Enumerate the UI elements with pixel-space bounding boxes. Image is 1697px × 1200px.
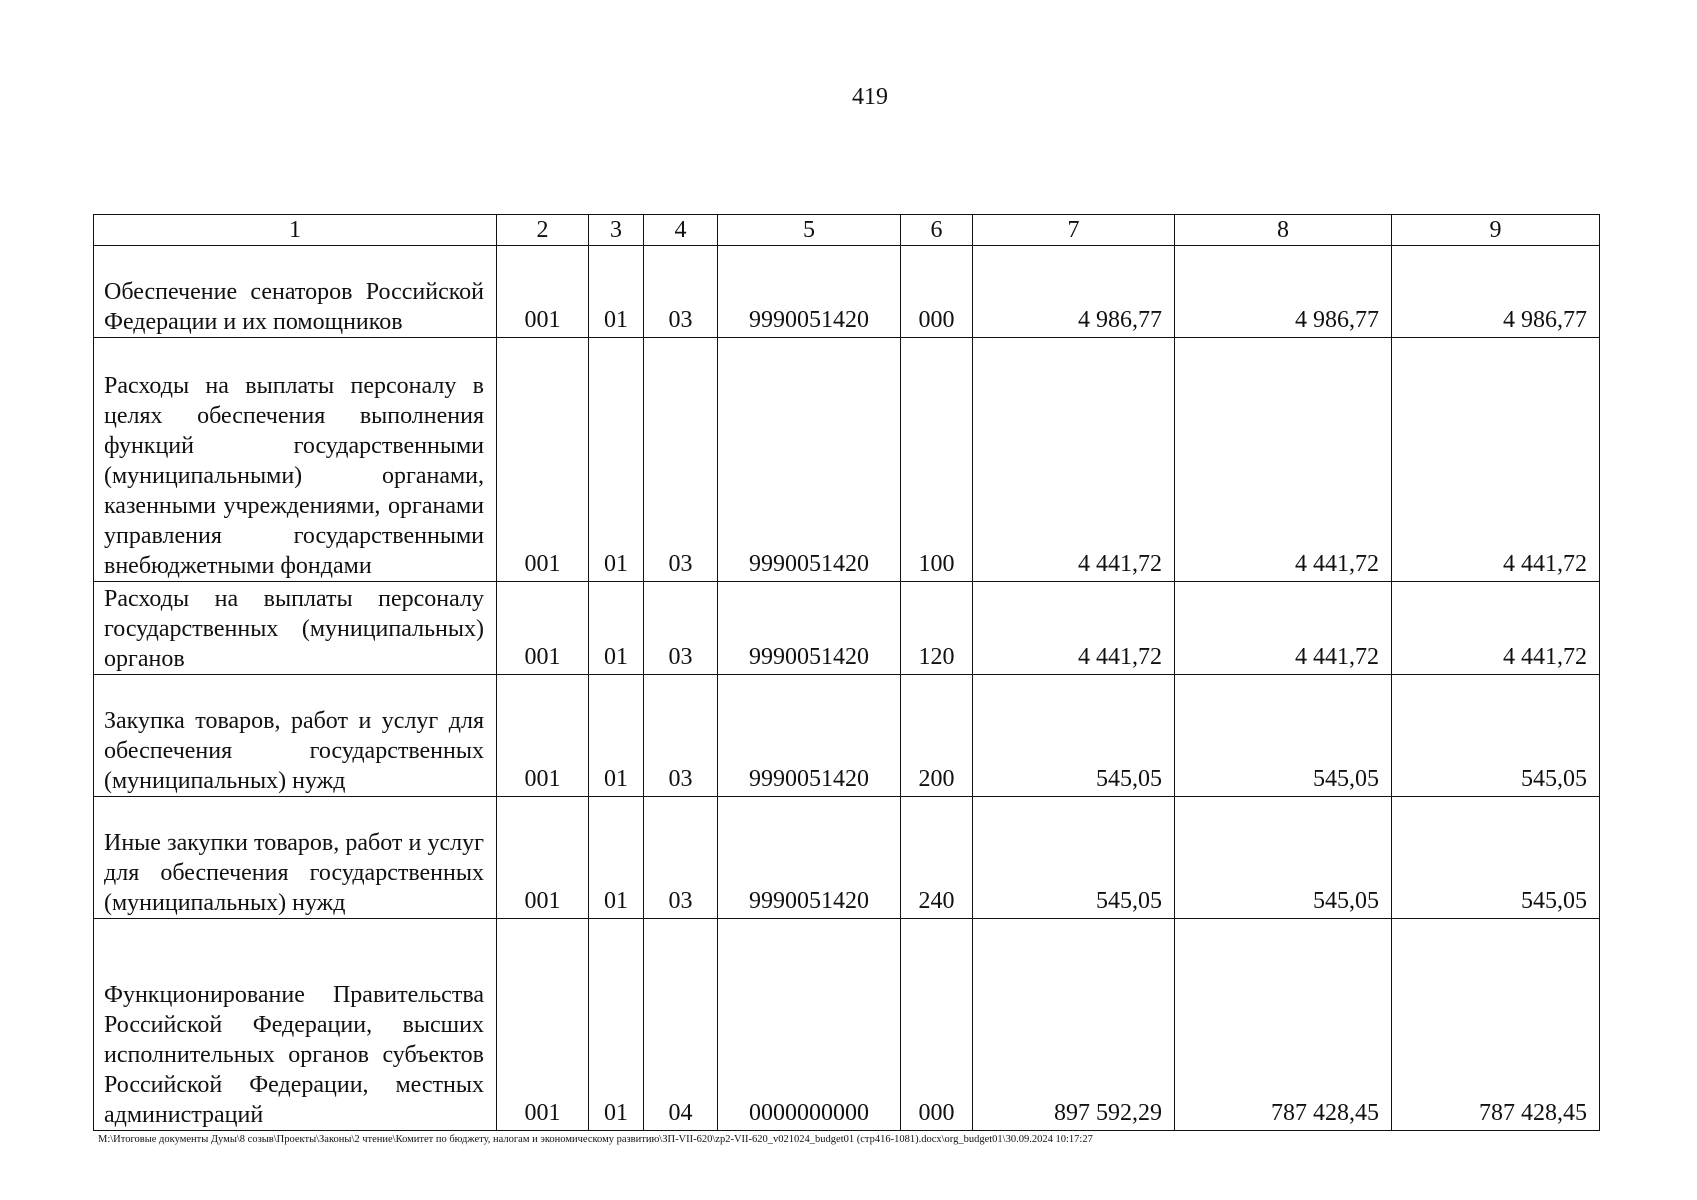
code-cell: 01 bbox=[589, 919, 644, 1131]
row-name-cell: Иные закупки товаров, работ и услуг для обеспечения государственных (муниципальных) нужд bbox=[94, 797, 497, 919]
table-row bbox=[94, 246, 1600, 338]
footer-file-path: М:\Итоговые документы Думы\8 созыв\Проекты\Законы\2 чтение\Комитет по бюджету, налогам и экономическому развитию\ЗП-VII-620\zp2-VII-620_v021024_budget01 (стр416-1081).docx\org_budget01\30.09.2024 10:17:27 bbox=[98, 1134, 1093, 1145]
header-cell: 3 bbox=[589, 215, 644, 246]
row-name-cell: Закупка товаров, работ и услуг для обеспечения государственных (муниципальных) нужд bbox=[94, 675, 497, 797]
header-cell: 5 bbox=[718, 215, 901, 246]
row-name-cell: Обеспечение сенаторов Российской Федерации и их помощников bbox=[94, 246, 497, 338]
code-cell: 120 bbox=[901, 582, 973, 675]
amount-cell: 4 441,72 bbox=[973, 582, 1175, 675]
code-cell: 9990051420 bbox=[718, 797, 901, 919]
page-number: 419 bbox=[852, 84, 888, 110]
row-name-cell: Расходы на выплаты персоналу в целях обеспечения выполнения функций государственными (муниципальными) органами, казенными учреждениями, органами управления государственными внебюджетными фондами bbox=[94, 338, 497, 582]
code-cell: 001 bbox=[497, 919, 589, 1131]
code-cell: 000 bbox=[901, 246, 973, 338]
row-name-cell: Расходы на выплаты персоналу государственных (муниципальных) органов bbox=[94, 582, 497, 675]
budget-table bbox=[93, 214, 1600, 1131]
amount-cell: 4 986,77 bbox=[1392, 246, 1600, 338]
code-cell: 001 bbox=[497, 675, 589, 797]
code-cell: 000 bbox=[901, 919, 973, 1131]
amount-cell: 897 592,29 bbox=[973, 919, 1175, 1131]
amount-cell: 4 441,72 bbox=[1175, 338, 1392, 582]
amount-cell: 545,05 bbox=[1175, 797, 1392, 919]
code-cell: 9990051420 bbox=[718, 675, 901, 797]
code-cell: 001 bbox=[497, 338, 589, 582]
header-cell: 7 bbox=[973, 215, 1175, 246]
header-cell: 2 bbox=[497, 215, 589, 246]
amount-cell: 4 986,77 bbox=[973, 246, 1175, 338]
code-cell: 01 bbox=[589, 246, 644, 338]
code-cell: 0000000000 bbox=[718, 919, 901, 1131]
amount-cell: 4 441,72 bbox=[1392, 338, 1600, 582]
amount-cell: 545,05 bbox=[1392, 675, 1600, 797]
code-cell: 03 bbox=[644, 582, 718, 675]
header-cell: 8 bbox=[1175, 215, 1392, 246]
code-cell: 9990051420 bbox=[718, 582, 901, 675]
amount-cell: 545,05 bbox=[1392, 797, 1600, 919]
amount-cell: 787 428,45 bbox=[1392, 919, 1600, 1131]
amount-cell: 545,05 bbox=[973, 675, 1175, 797]
amount-cell: 4 986,77 bbox=[1175, 246, 1392, 338]
code-cell: 03 bbox=[644, 246, 718, 338]
code-cell: 001 bbox=[497, 797, 589, 919]
code-cell: 04 bbox=[644, 919, 718, 1131]
code-cell: 01 bbox=[589, 338, 644, 582]
amount-cell: 4 441,72 bbox=[973, 338, 1175, 582]
code-cell: 01 bbox=[589, 582, 644, 675]
code-cell: 9990051420 bbox=[718, 246, 901, 338]
code-cell: 01 bbox=[589, 797, 644, 919]
table-row bbox=[94, 338, 1600, 582]
header-cell: 9 bbox=[1392, 215, 1600, 246]
header-row bbox=[94, 215, 1600, 246]
code-cell: 03 bbox=[644, 797, 718, 919]
table-row bbox=[94, 675, 1600, 797]
row-name-cell: Функционирование Правительства Российской Федерации, высших исполнительных органов субъектов Российской Федерации, местных администраций bbox=[94, 919, 497, 1131]
amount-cell: 4 441,72 bbox=[1175, 582, 1392, 675]
code-cell: 001 bbox=[497, 246, 589, 338]
amount-cell: 4 441,72 bbox=[1392, 582, 1600, 675]
table-row bbox=[94, 797, 1600, 919]
amount-cell: 787 428,45 bbox=[1175, 919, 1392, 1131]
code-cell: 03 bbox=[644, 338, 718, 582]
header-cell: 1 bbox=[94, 215, 497, 246]
amount-cell: 545,05 bbox=[1175, 675, 1392, 797]
code-cell: 01 bbox=[589, 675, 644, 797]
code-cell: 100 bbox=[901, 338, 973, 582]
amount-cell: 545,05 bbox=[973, 797, 1175, 919]
code-cell: 240 bbox=[901, 797, 973, 919]
header-cell: 4 bbox=[644, 215, 718, 246]
table-row bbox=[94, 582, 1600, 675]
table-row bbox=[94, 919, 1600, 1131]
code-cell: 03 bbox=[644, 675, 718, 797]
code-cell: 001 bbox=[497, 582, 589, 675]
code-cell: 200 bbox=[901, 675, 973, 797]
header-cell: 6 bbox=[901, 215, 973, 246]
code-cell: 9990051420 bbox=[718, 338, 901, 582]
